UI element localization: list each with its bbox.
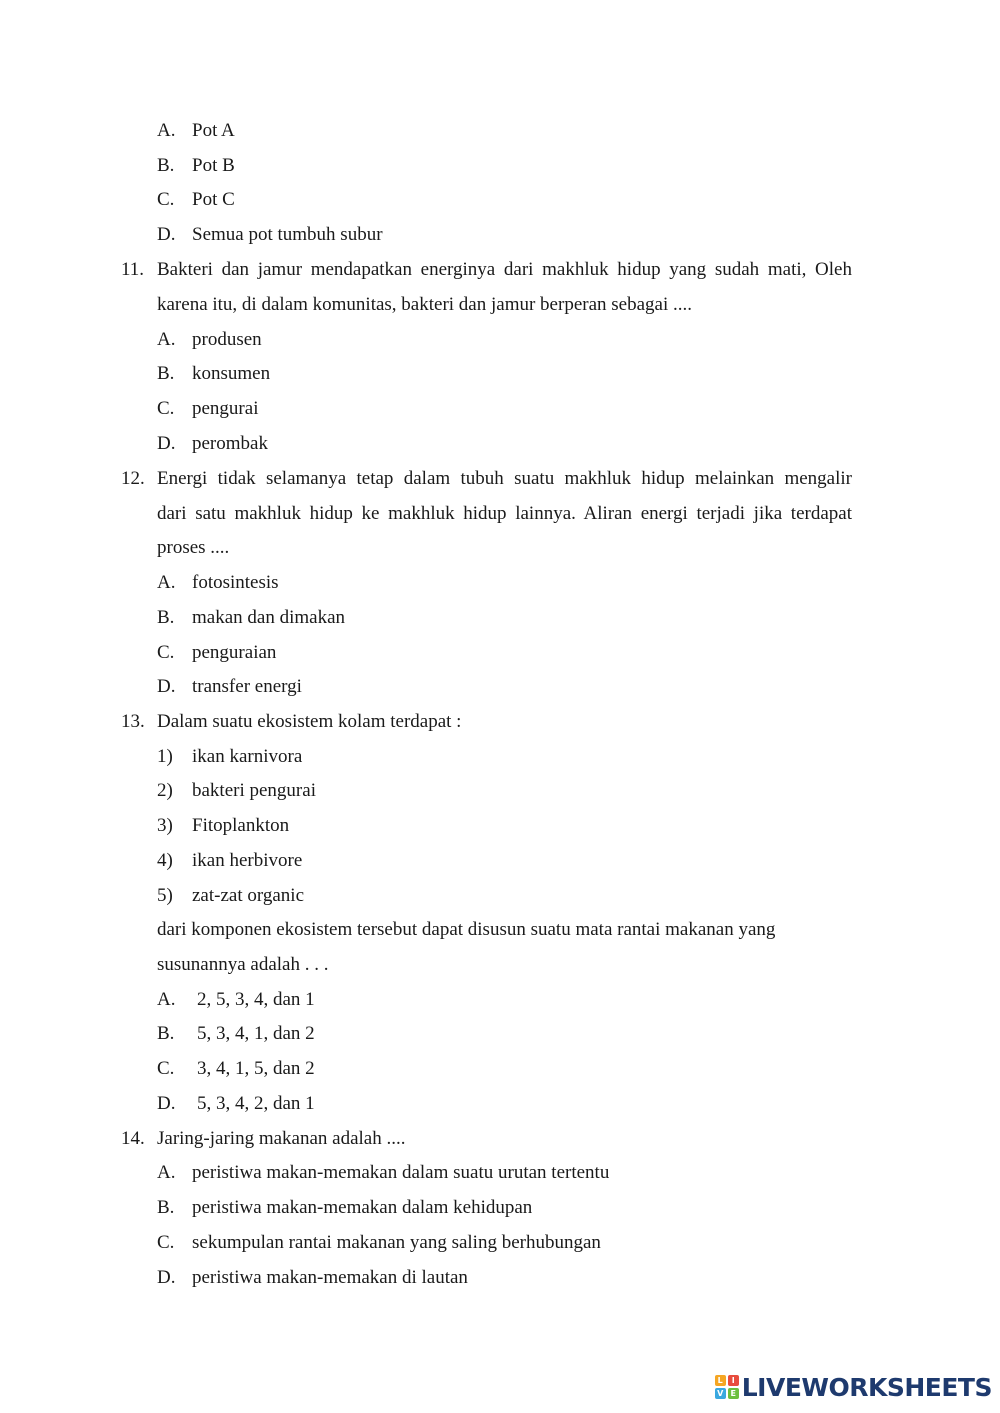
list-item-text: zat-zat organic	[192, 885, 304, 906]
option-row[interactable]	[0, 642, 1000, 666]
option-letter: C.	[157, 642, 175, 663]
list-item-number: 4)	[157, 850, 173, 871]
option-letter: D.	[157, 1093, 176, 1114]
option-letter: D.	[157, 1267, 176, 1288]
option-letter: A.	[157, 572, 176, 593]
logo-tile: E	[728, 1388, 739, 1399]
list-item	[0, 746, 1000, 770]
option-row[interactable]	[0, 363, 1000, 387]
option-letter: B.	[157, 1023, 175, 1044]
option-text: perombak	[192, 433, 268, 454]
option-text: 5, 3, 4, 2, dan 1	[197, 1093, 315, 1114]
option-text: transfer energi	[192, 676, 302, 697]
question-number: 14.	[121, 1128, 145, 1149]
option-row[interactable]	[0, 398, 1000, 422]
list-item-number: 3)	[157, 815, 173, 836]
option-letter: D.	[157, 676, 176, 697]
option-row[interactable]	[0, 433, 1000, 457]
option-letter: A.	[157, 1162, 176, 1183]
question-number: 11.	[121, 259, 145, 280]
logo-tile: I	[728, 1375, 739, 1386]
option-text: fotosintesis	[192, 572, 279, 593]
option-row[interactable]	[0, 1197, 1000, 1221]
option-row[interactable]	[0, 1162, 1000, 1186]
option-letter: C.	[157, 1232, 175, 1253]
option-row[interactable]	[0, 676, 1000, 700]
option-letter: D.	[157, 224, 176, 245]
option-letter: B.	[157, 155, 175, 176]
option-row[interactable]	[0, 120, 1000, 144]
option-letter: D.	[157, 433, 176, 454]
option-row[interactable]	[0, 1232, 1000, 1256]
question-text-line: susunannya adalah . . .	[157, 954, 329, 975]
option-row[interactable]	[0, 572, 1000, 596]
list-item-number: 2)	[157, 780, 173, 801]
list-item-number: 5)	[157, 885, 173, 906]
option-row[interactable]	[0, 329, 1000, 353]
question-text-line: dari satu makhluk hidup ke makhluk hidup lainnya. Aliran energi terjadi jika terdapat	[157, 503, 852, 524]
question-text-line: karena itu, di dalam komunitas, bakteri dan jamur berperan sebagai ....	[157, 294, 692, 315]
option-text: 5, 3, 4, 1, dan 2	[197, 1023, 315, 1044]
option-letter: C.	[157, 398, 175, 419]
list-item-text: ikan herbivore	[192, 850, 303, 871]
option-text: Pot C	[192, 189, 235, 210]
question-text-line: proses ....	[157, 537, 230, 558]
option-row[interactable]	[0, 607, 1000, 631]
option-letter: B.	[157, 363, 175, 384]
option-row[interactable]	[0, 1023, 1000, 1047]
option-text: sekumpulan rantai makanan yang saling berhubungan	[192, 1232, 601, 1253]
list-item	[0, 885, 1000, 909]
list-item	[0, 850, 1000, 874]
option-text: peristiwa makan-memakan dalam kehidupan	[192, 1197, 533, 1218]
option-text: produsen	[192, 329, 262, 350]
option-row[interactable]	[0, 1093, 1000, 1117]
liveworksheets-logo-text: LIVEWORKSHEETS	[741, 1372, 992, 1402]
option-letter: B.	[157, 1197, 175, 1218]
question-text-line: Energi tidak selamanya tetap dalam tubuh suatu makhluk hidup melainkan mengalir	[157, 468, 852, 489]
option-row[interactable]	[0, 224, 1000, 248]
list-item-number: 1)	[157, 746, 173, 767]
option-letter: B.	[157, 607, 175, 628]
option-text: makan dan dimakan	[192, 607, 346, 628]
question-number: 13.	[121, 711, 145, 732]
option-row[interactable]	[0, 189, 1000, 213]
option-text: Semua pot tumbuh subur	[192, 224, 383, 245]
option-row[interactable]	[0, 155, 1000, 179]
question-text-line: Jaring-jaring makanan adalah ....	[157, 1128, 406, 1149]
liveworksheets-logo-icon	[715, 1375, 739, 1399]
question-text-line: Bakteri dan jamur mendapatkan energinya dari makhluk hidup yang sudah mati, Oleh	[157, 259, 852, 280]
option-letter: A.	[157, 120, 176, 141]
option-text: pengurai	[192, 398, 259, 419]
question-text-line: dari komponen ekosistem tersebut dapat disusun suatu mata rantai makanan yang	[157, 919, 776, 940]
option-text: konsumen	[192, 363, 271, 384]
option-letter: A.	[157, 329, 176, 350]
option-text: penguraian	[192, 642, 277, 663]
option-text: Pot B	[192, 155, 235, 176]
list-item	[0, 815, 1000, 839]
option-text: peristiwa makan-memakan dalam suatu urutan tertentu	[192, 1162, 610, 1183]
option-row[interactable]	[0, 989, 1000, 1013]
option-letter: C.	[157, 1058, 175, 1079]
option-row[interactable]	[0, 1267, 1000, 1291]
question-text-line: Dalam suatu ekosistem kolam terdapat :	[157, 711, 462, 732]
option-row[interactable]	[0, 1058, 1000, 1082]
list-item-text: ikan karnivora	[192, 746, 303, 767]
logo-tile: L	[715, 1375, 726, 1386]
option-letter: C.	[157, 189, 175, 210]
option-text: peristiwa makan-memakan di lautan	[192, 1267, 468, 1288]
option-text: Pot A	[192, 120, 235, 141]
option-letter: A.	[157, 989, 176, 1010]
option-text: 3, 4, 1, 5, dan 2	[197, 1058, 315, 1079]
list-item-text: Fitoplankton	[192, 815, 290, 836]
list-item	[0, 780, 1000, 804]
logo-tile: V	[715, 1388, 726, 1399]
liveworksheets-logo	[715, 1371, 992, 1403]
option-text: 2, 5, 3, 4, dan 1	[197, 989, 315, 1010]
list-item-text: bakteri pengurai	[192, 780, 316, 801]
question-number: 12.	[121, 468, 145, 489]
